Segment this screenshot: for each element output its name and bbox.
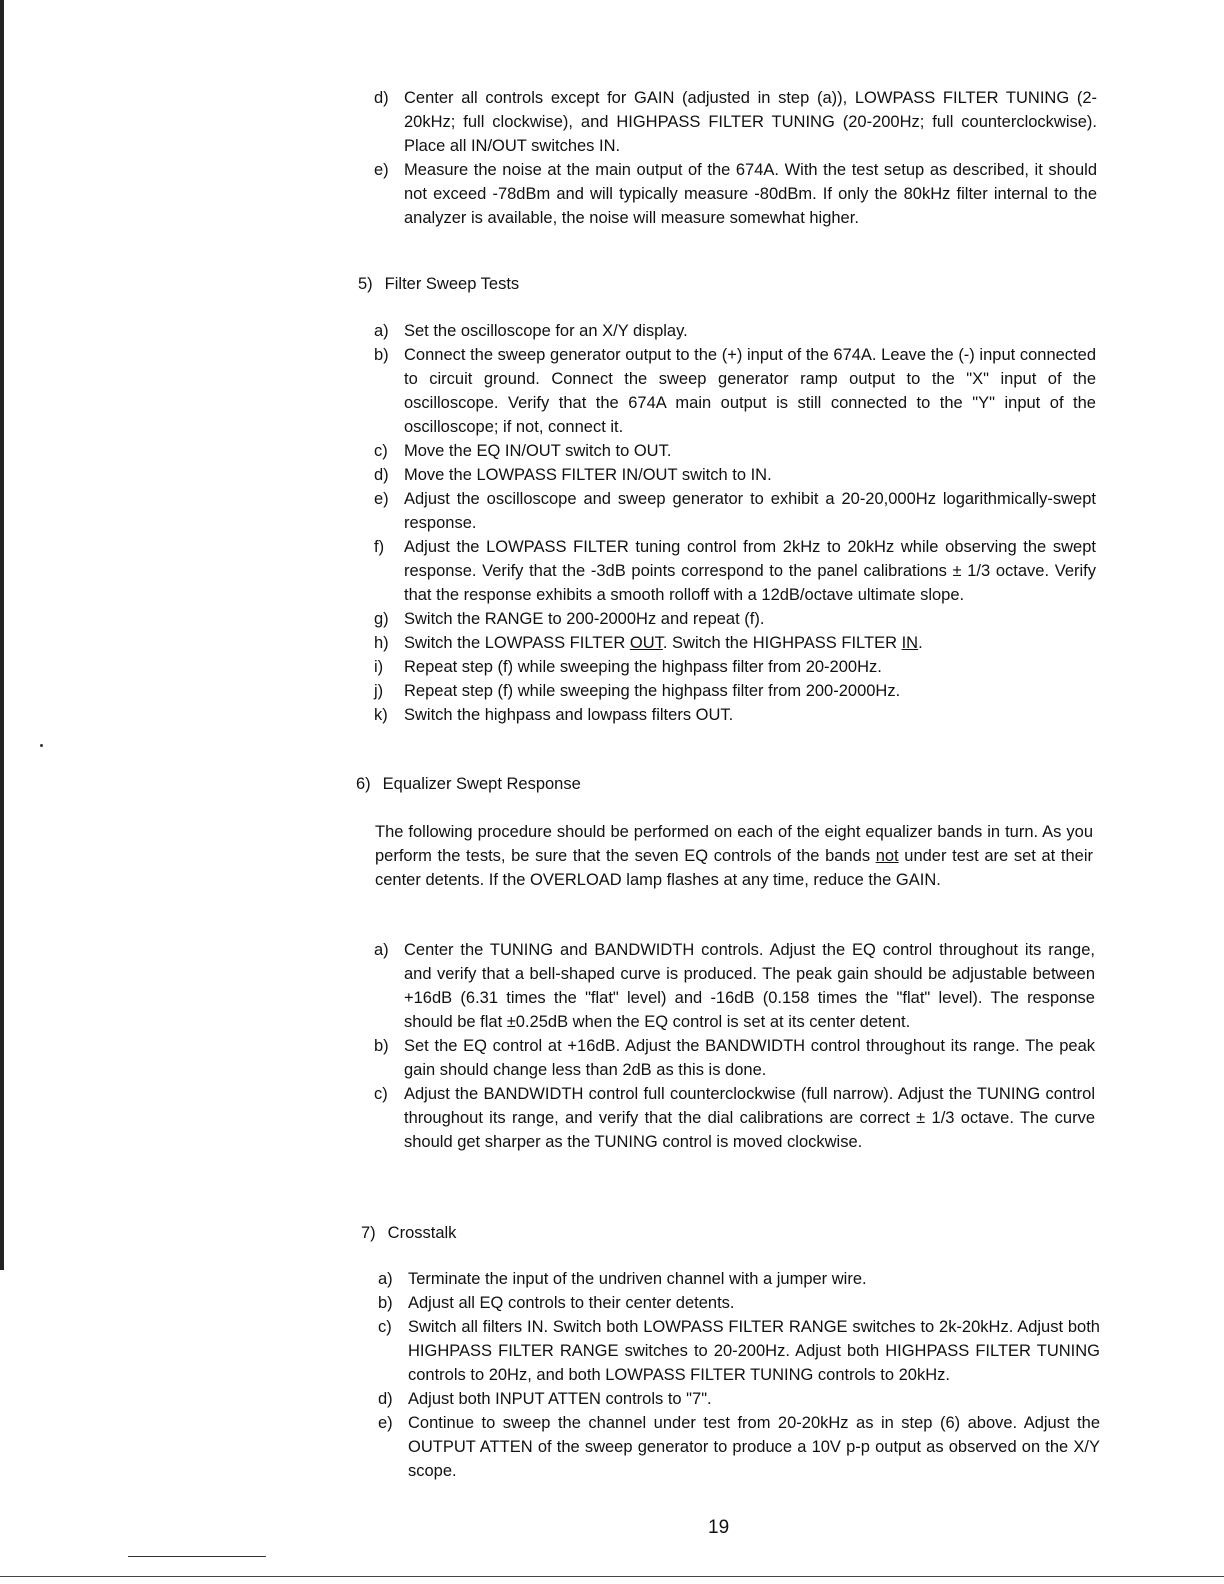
list-section-6 — [374, 938, 1095, 1154]
list-item — [374, 938, 1095, 1034]
item-text: Terminate the input of the undriven channel with a jumper wire. — [408, 1270, 867, 1288]
item-text: Adjust all EQ controls to their center detents. — [408, 1294, 735, 1312]
item-label: e) — [374, 490, 389, 508]
item-text: Center all controls except for GAIN (adjusted in step (a)), LOWPASS FILTER TUNING (2-20kHz; full clockwise), and HIGHPASS FILTER TUNING (20-200Hz; full counterclockwise). Place all IN/OUT switches IN. — [404, 89, 1097, 155]
list-item — [378, 1315, 1100, 1387]
item-label: c) — [374, 1085, 388, 1103]
item-text: Continue to sweep the channel under test from 20-20kHz as in step (6) above. Adjust the OUTPUT ATTEN of the sweep generator to produce a 10V p-p output as observed on the X/Y scope. — [408, 1414, 1100, 1480]
item-label: b) — [374, 346, 389, 364]
scan-edge — [0, 0, 4, 1270]
item-label: a) — [374, 941, 389, 959]
item-label: b) — [378, 1294, 393, 1312]
list-item — [374, 343, 1096, 439]
scan-speck — [40, 744, 43, 747]
item-label: c) — [374, 442, 388, 460]
item-text: Switch the highpass and lowpass filters OUT. — [404, 706, 734, 724]
para-text-part: The following procedure should be performed on each of the eight equalizer bands in turn. As you perform the tests, be sure that the seven EQ controls of the bands — [375, 823, 1093, 865]
item-label: k) — [374, 706, 388, 724]
list-item — [374, 1082, 1095, 1154]
item-text: Center the TUNING and BANDWIDTH controls. Adjust the EQ control throughout its range, and verify that a bell-shaped curve is produced. The peak gain should be adjustable between +16dB (6.31 times the "flat" level) and -16dB (0.158 times the "flat" level). The response should be flat ±0.25dB when the EQ control is set at its center detent. — [404, 941, 1095, 1031]
list-item — [374, 679, 1096, 703]
item-text-part: Switch the LOWPASS FILTER — [404, 634, 630, 652]
item-text: Adjust both INPUT ATTEN controls to "7". — [408, 1390, 712, 1408]
item-text: Repeat step (f) while sweeping the highpass filter from 20-200Hz. — [404, 658, 882, 676]
item-label: i) — [374, 658, 384, 676]
item-text-part: . — [918, 634, 923, 652]
underlined-word: OUT — [629, 634, 663, 652]
page-bottom-edge — [0, 1576, 1224, 1577]
list-item — [374, 1034, 1095, 1082]
list-item — [374, 631, 1096, 655]
list-item — [374, 158, 1097, 230]
item-label: h) — [374, 634, 389, 652]
item-text: Adjust the LOWPASS FILTER tuning control from 2kHz to 20kHz while observing the swept response. Verify that the -3dB points correspond to the panel calibrations ± 1/3 octave. Verify that the response exhibits a smooth rolloff with a 12dB/octave ultimate slope. — [404, 538, 1096, 604]
list-item — [374, 703, 1096, 727]
page-number: 19 — [708, 1517, 730, 1538]
item-text-part: . Switch the HIGHPASS FILTER — [662, 634, 902, 652]
footnote-rule — [128, 1556, 266, 1557]
item-text: Switch all filters IN. Switch both LOWPASS FILTER RANGE switches to 2k-20kHz. Adjust both HIGHPASS FILTER RANGE switches to 20-200Hz. Adjust both HIGHPASS FILTER TUNING controls to 20Hz, and both LOWPASS FILTER TUNING controls to 20kHz. — [408, 1318, 1100, 1384]
item-text: Move the LOWPASS FILTER IN/OUT switch to IN. — [404, 466, 772, 484]
item-text: Repeat step (f) while sweeping the highpass filter from 200-2000Hz. — [404, 682, 901, 700]
list-item — [378, 1387, 1100, 1411]
item-label: d) — [378, 1390, 393, 1408]
item-text: Adjust the BANDWIDTH control full counterclockwise (full narrow). Adjust the TUNING control throughout its range, and verify that the dial calibrations are correct ± 1/3 octave. The curve should get sharper as the TUNING control is moved clockwise. — [404, 1085, 1095, 1151]
item-label: d) — [374, 89, 389, 107]
item-label: g) — [374, 610, 389, 628]
item-text — [404, 634, 923, 652]
section-number: 5) — [358, 275, 373, 293]
list-item — [374, 463, 1096, 487]
list-item — [374, 655, 1096, 679]
list-item — [374, 319, 1096, 343]
section-number: 7) — [361, 1224, 376, 1242]
section-title: Equalizer Swept Response — [382, 775, 581, 793]
item-text: Measure the noise at the main output of the 674A. With the test setup as described, it should not exceed -78dBm and will typically measure -80dBm. If only the 80kHz filter internal to the analyzer is available, the noise will measure somewhat higher. — [404, 161, 1097, 227]
list-item — [374, 439, 1096, 463]
underlined-word: IN — [901, 634, 919, 652]
item-label: e) — [374, 161, 389, 179]
list-section-5 — [374, 319, 1096, 727]
list-item — [374, 487, 1096, 535]
item-label: a) — [374, 322, 389, 340]
section-heading-equalizer — [356, 772, 581, 796]
item-label: a) — [378, 1270, 393, 1288]
item-text: Move the EQ IN/OUT switch to OUT. — [404, 442, 672, 460]
item-label: f) — [374, 538, 385, 556]
list-item — [374, 86, 1097, 158]
section-title: Filter Sweep Tests — [384, 275, 520, 293]
list-item — [374, 535, 1096, 607]
list-section-7 — [378, 1267, 1100, 1483]
section-heading-crosstalk — [361, 1221, 456, 1245]
item-label: d) — [374, 466, 389, 484]
item-text: Set the EQ control at +16dB. Adjust the BANDWIDTH control throughout its range. The peak gain should change less than 2dB as this is done. — [404, 1037, 1095, 1079]
para-text-part: under test are set at their center detents. If the OVERLOAD lamp flashes at any time, reduce the GAIN. — [375, 847, 1093, 889]
item-text: Switch the RANGE to 200-2000Hz and repeat (f). — [404, 610, 765, 628]
list-item — [374, 607, 1096, 631]
list-item — [378, 1291, 1100, 1315]
section-number: 6) — [356, 775, 371, 793]
item-text: Set the oscilloscope for an X/Y display. — [404, 322, 688, 340]
list-section-4-continued — [374, 86, 1097, 230]
section-6-intro — [375, 820, 1093, 892]
item-label: c) — [378, 1318, 392, 1336]
underlined-word: not — [875, 847, 899, 865]
section-heading-filter-sweep — [358, 272, 519, 296]
section-title: Crosstalk — [387, 1224, 457, 1242]
item-text: Adjust the oscilloscope and sweep generator to exhibit a 20-20,000Hz logarithmically-swept response. — [404, 490, 1096, 532]
item-label: j) — [374, 682, 384, 700]
item-text: Connect the sweep generator output to the (+) input of the 674A. Leave the (-) input connected to circuit ground. Connect the sweep generator ramp output to the "X" input of the oscilloscope. Verify that the 674A main output is still connected to the "Y" input of the oscilloscope; if not, connect it. — [404, 346, 1096, 436]
item-label: b) — [374, 1037, 389, 1055]
list-item — [378, 1411, 1100, 1483]
item-label: e) — [378, 1414, 393, 1432]
list-item — [378, 1267, 1100, 1291]
